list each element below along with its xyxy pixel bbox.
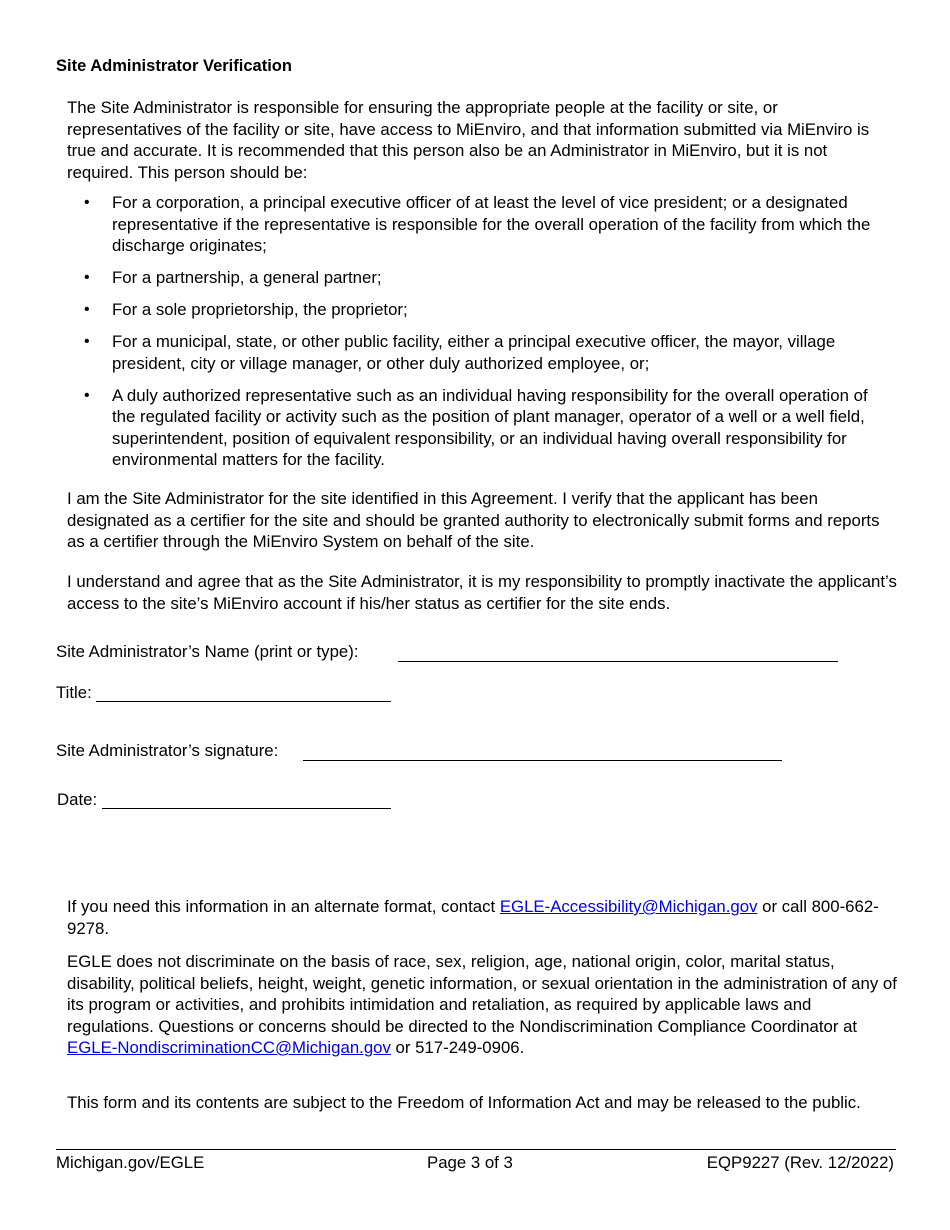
alternate-format-notice: If you need this information in an alternate format, contact EGLE-Accessibility@Michigan.gov or call 800-662-9278. bbox=[67, 897, 879, 938]
nondiscrimination-email-link[interactable]: EGLE-NondiscriminationCC@Michigan.gov bbox=[67, 1038, 391, 1057]
agree-paragraph: I understand and agree that as the Site Administrator, it is my responsibility to promptly inactivate the applicant’s access to the site’s MiEnviro account if his/her status as certifier for the site ends. bbox=[67, 572, 897, 613]
bullet-icon: • bbox=[84, 194, 90, 211]
name-field-label: Site Administrator’s Name (print or type): bbox=[56, 642, 359, 661]
list-item: • A duly authorized representative such as an individual having responsibility for the overall operation of the regulated facility or activity such as the position of plant manager, operator of a well or a well field, superintendent, position of equivalent responsibility, or an individual having overall responsibility for environmental matters for the facility. bbox=[84, 385, 868, 469]
list-item: • For a partnership, a general partner; bbox=[84, 268, 382, 287]
list-item: • For a corporation, a principal executive officer of at least the level of vice president; or a designated representative if the representative is responsible for the overall operation of the facility from which the discharge originates; bbox=[84, 193, 871, 255]
title-field-label: Title: bbox=[56, 683, 92, 702]
form-number: EQP9227 (Rev. 12/2022) bbox=[706, 1153, 894, 1172]
date-field-label: Date: bbox=[57, 790, 98, 809]
page-number: Page 3 of 3 bbox=[427, 1153, 513, 1172]
accessibility-email-link[interactable]: EGLE-Accessibility@Michigan.gov bbox=[499, 897, 758, 916]
title-field[interactable] bbox=[96, 701, 391, 702]
signature-field[interactable] bbox=[303, 760, 782, 761]
footer-website: Michigan.gov/EGLE bbox=[56, 1153, 205, 1172]
list-item: • For a sole proprietorship, the proprietor; bbox=[84, 300, 408, 319]
nondiscrimination-notice: EGLE does not discriminate on the basis of race, sex, religion, age, national origin, color, marital status, disability, political beliefs, height, weight, genetic information, or sexual orientation in the administration of any of its program or activities, and prohibits intimidation and retaliation, as required by applicable laws and regulations. Questions or concerns should be directed to the Nondiscrimination Compliance Coordinator at EGLE-NondiscriminationCC@Michigan.gov or 517-249-0906. bbox=[67, 952, 897, 1057]
bullet-icon: • bbox=[84, 301, 90, 318]
bullet-list bbox=[67, 192, 887, 481]
bullet-icon: • bbox=[84, 386, 90, 404]
bullet-icon: • bbox=[84, 269, 90, 286]
signature-field-label: Site Administrator’s signature: bbox=[56, 741, 279, 760]
foia-notice: This form and its contents are subject to the Freedom of Information Act and may be released to the public. bbox=[67, 1093, 861, 1112]
verify-paragraph: I am the Site Administrator for the site identified in this Agreement. I verify that the applicant has been designated as a certifier for the site and should be granted authority to electronically submit forms and reports as a certifier through the MiEnviro System on behalf of the site. bbox=[67, 489, 880, 551]
bullet-icon: • bbox=[84, 333, 90, 350]
date-field[interactable] bbox=[102, 808, 391, 809]
name-field[interactable] bbox=[398, 661, 838, 662]
intro-paragraph: The Site Administrator is responsible for ensuring the appropriate people at the facility or site, or representatives of the facility or site, have access to MiEnviro, and that information submitted via MiEnviro is true and accurate. It is recommended that this person also be an Administrator in MiEnviro, but it is not required. This person should be: bbox=[67, 98, 870, 182]
section-title: Site Administrator Verification bbox=[56, 57, 292, 75]
list-item: • For a municipal, state, or other public facility, either a principal executive officer, the mayor, village president, city or village manager, or other duly authorized employee, or; bbox=[84, 332, 836, 373]
footer-divider bbox=[56, 1149, 896, 1150]
